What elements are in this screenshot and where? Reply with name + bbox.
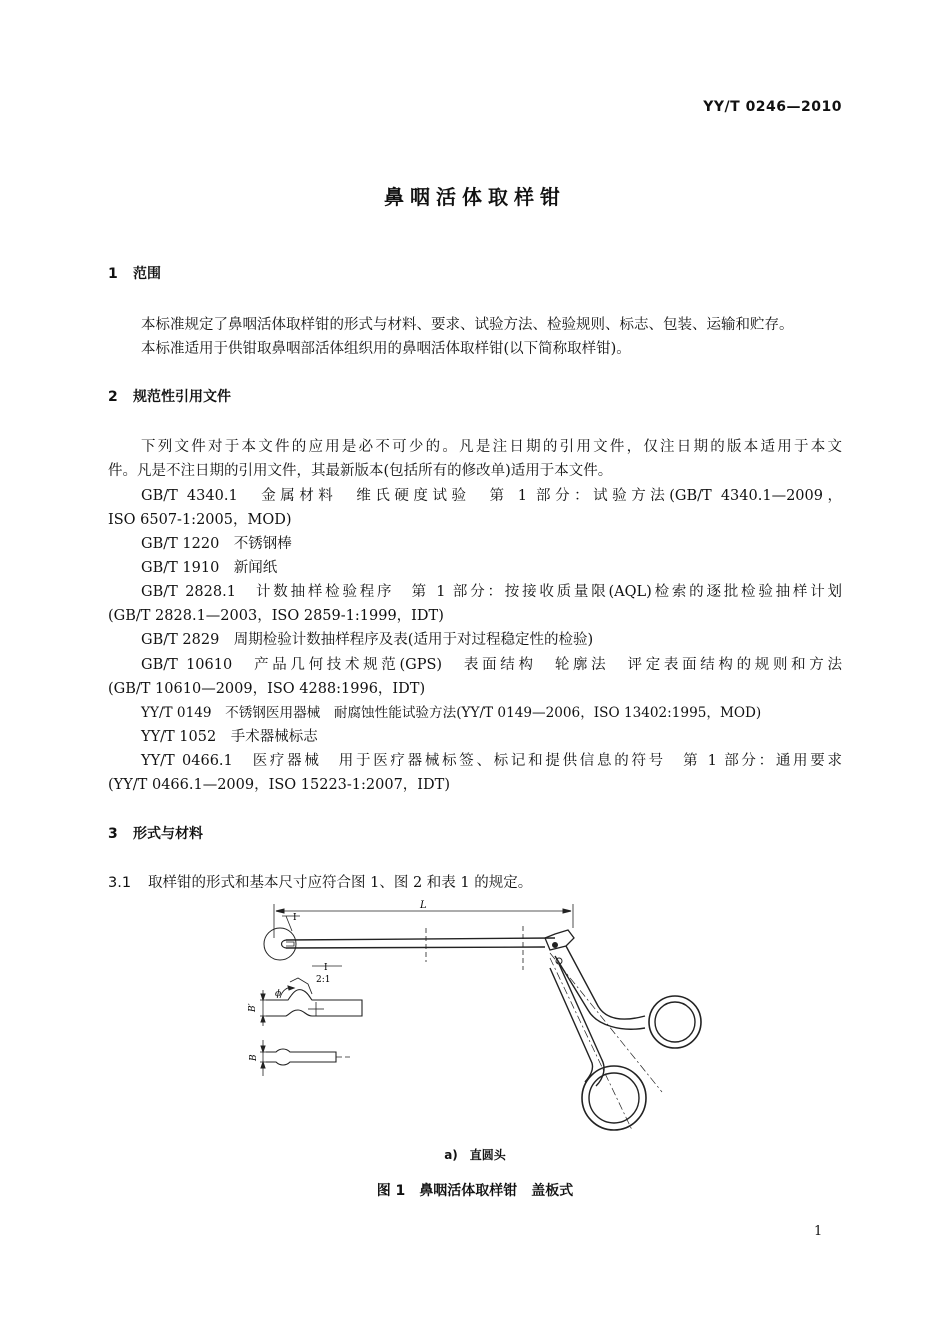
ref-line-11: YY/T 1052 手术器械标志 xyxy=(141,729,318,745)
detail-marker-label: I xyxy=(293,913,297,923)
dimension-L-label: L xyxy=(420,900,427,911)
caption-number: 图 1 xyxy=(376,1183,406,1199)
ref-line-4: GB/T 1910 新闻纸 xyxy=(141,560,278,576)
section-3-heading xyxy=(108,823,203,843)
section-2-title: 规范性引用文件 xyxy=(133,389,231,405)
dimension-B1-label: B′ xyxy=(248,1003,258,1012)
ref-line-3: GB/T 1220 不锈钢棒 xyxy=(141,536,292,552)
dimension-B-label: B xyxy=(249,1054,259,1061)
document-title: 鼻咽活体取样钳 xyxy=(384,185,566,209)
ref-line-8: GB/T 10610 产品几何技术规范(GPS) 表面结构 轮廓法 评定表面结构的规则和方法 xyxy=(141,657,842,673)
section-1-heading xyxy=(108,263,161,283)
clause-3-1 xyxy=(108,871,532,892)
detail-scale-label: 2:1 xyxy=(316,975,331,985)
ref-line-12: YY/T 0466.1 医疗器械 用于医疗器械标签、标记和提供信息的符号 第 1 部分：通用要求 xyxy=(141,753,842,769)
section-1-paragraph-2: 本标准适用于供钳取鼻咽部活体组织用的鼻咽活体取样钳(以下简称取样钳)。 xyxy=(141,341,631,357)
ref-line-5: GB/T 2828.1 计数抽样检验程序 第 1 部分：按接收质量限(AQL)检索的逐批检验抽样计划 xyxy=(141,584,842,600)
ref-line-9: (GB/T 10610—2009，ISO 4288:1996，IDT) xyxy=(108,681,426,697)
section-1-number: 1 xyxy=(108,266,118,282)
ref-line-1: GB/T 4340.1 金属材料 维氏硬度试验 第 1 部分：试验方法(GB/T 4340.1—2009， xyxy=(141,488,842,504)
detail-view-label: I xyxy=(324,963,328,973)
ref-line-13: (YY/T 0466.1—2009，ISO 15223-1:2007，IDT) xyxy=(108,777,450,793)
section-3-title: 形式与材料 xyxy=(133,826,203,842)
ref-line-2: ISO 6507-1:2005，MOD) xyxy=(108,512,292,528)
section-2-intro-line-1: 下列文件对于本文件的应用是必不可少的。凡是注日期的引用文件，仅注日期的版本适用于本文 xyxy=(141,439,842,455)
section-2-heading xyxy=(108,386,231,406)
section-1-title: 范围 xyxy=(133,266,161,282)
figure-1-caption xyxy=(0,1180,950,1200)
page-number: 1 xyxy=(814,1224,823,1239)
subcaption-text: 直圆头 xyxy=(469,1148,506,1162)
section-2-number: 2 xyxy=(108,389,118,405)
caption-text: 鼻咽活体取样钳 盖板式 xyxy=(419,1183,574,1199)
subcaption-letter: a) xyxy=(444,1148,458,1162)
ref-line-7: GB/T 2829 周期检验计数抽样程序及表(适用于对过程稳定性的检验) xyxy=(141,632,594,648)
clause-3-1-text: 取样钳的形式和基本尺寸应符合图 1、图 2 和表 1 的规定。 xyxy=(148,875,533,891)
section-2-intro-line-2: 件。凡是不注日期的引用文件，其最新版本(包括所有的修改单)适用于本文件。 xyxy=(108,463,613,479)
dimension-phi-label: ϕ xyxy=(275,989,282,999)
ref-line-10: YY/T 0149 不锈钢医用器械 耐腐蚀性能试验方法(YY/T 0149—2006，ISO 13402:1995，MOD) xyxy=(141,705,762,721)
ref-line-6: (GB/T 2828.1—2003，ISO 2859-1:1999，IDT) xyxy=(108,608,444,624)
figure-1-drawing xyxy=(250,898,720,1133)
figure-1-subcaption xyxy=(0,1146,950,1163)
clause-3-1-number: 3.1 xyxy=(108,875,132,891)
standard-number: YY/T 0246—2010 xyxy=(703,99,842,115)
section-3-number: 3 xyxy=(108,826,118,842)
section-1-paragraph-1: 本标准规定了鼻咽活体取样钳的形式与材料、要求、试验方法、检验规则、标志、包装、运输和贮存。 xyxy=(141,317,794,333)
